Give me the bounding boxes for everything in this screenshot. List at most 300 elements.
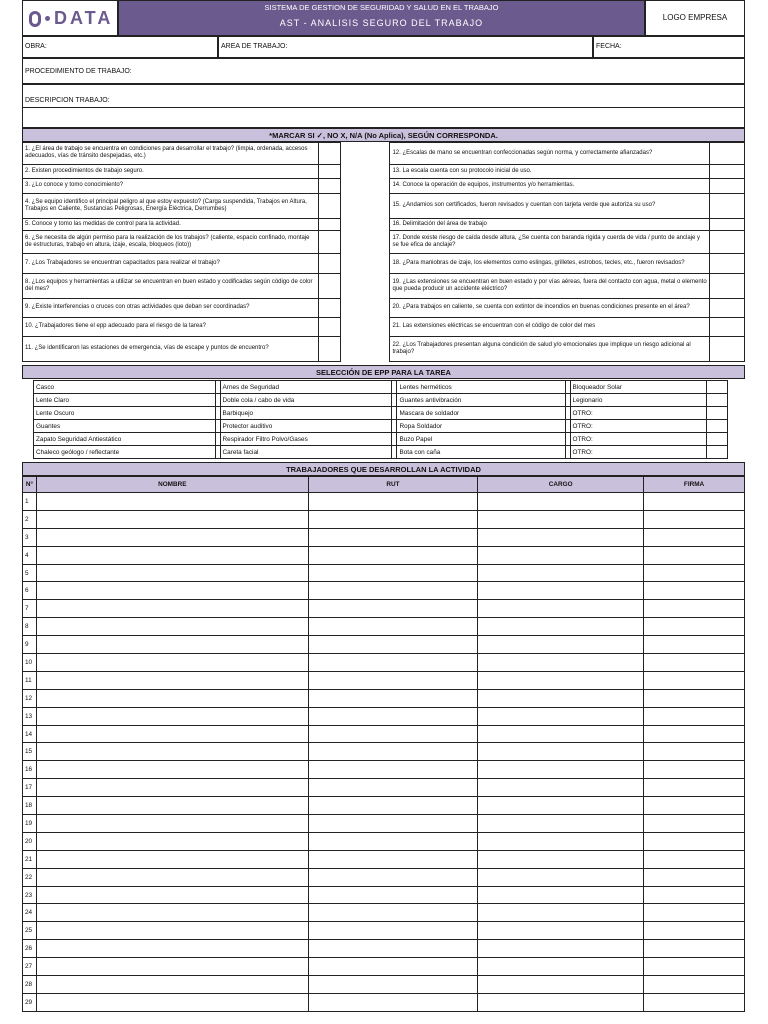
- epp-item: Lentes herméticos: [397, 381, 565, 394]
- worker-row: [23, 707, 745, 725]
- epp-item: Buzo Papel: [397, 433, 565, 446]
- question-left-spacer: [340, 318, 390, 336]
- question-right-answer[interactable]: [710, 230, 745, 253]
- worker-number: 18: [23, 797, 37, 815]
- worker-cargo-cell[interactable]: [478, 582, 644, 600]
- worker-nombre-cell[interactable]: [36, 546, 308, 564]
- worker-rut-cell[interactable]: [308, 564, 478, 582]
- worker-nombre-cell[interactable]: [36, 904, 308, 922]
- worker-firma-cell[interactable]: [644, 886, 745, 904]
- worker-firma-cell[interactable]: [644, 582, 745, 600]
- worker-rut-cell[interactable]: [308, 654, 478, 672]
- worker-number: 12: [23, 689, 37, 707]
- question-right-answer[interactable]: [710, 253, 745, 274]
- question-left-spacer: [340, 274, 390, 298]
- question-left-answer[interactable]: [318, 164, 340, 178]
- worker-firma-cell[interactable]: [644, 671, 745, 689]
- epp-item: Respirador Filtro Polvo/Gases: [220, 433, 392, 446]
- worker-row: [23, 582, 745, 600]
- epp-checkbox[interactable]: [707, 407, 728, 420]
- worker-number: 8: [23, 618, 37, 636]
- worker-firma-cell[interactable]: [644, 689, 745, 707]
- worker-firma-cell[interactable]: [644, 654, 745, 672]
- header-title-block: [118, 0, 645, 36]
- question-row: [23, 253, 745, 274]
- question-left-spacer: [340, 298, 390, 318]
- question-left-answer[interactable]: [318, 253, 340, 274]
- fecha-label: FECHA:: [596, 43, 622, 50]
- question-right-answer[interactable]: [710, 143, 745, 165]
- worker-nombre-cell[interactable]: [36, 707, 308, 725]
- question-left-spacer: [340, 219, 390, 231]
- question-row: [23, 164, 745, 178]
- worker-number: 2: [23, 510, 37, 528]
- worker-cargo-cell[interactable]: [478, 654, 644, 672]
- descripcion-field[interactable]: [22, 84, 745, 128]
- epp-item: Arnes de Seguridad: [220, 381, 392, 394]
- worker-row: [23, 493, 745, 511]
- worker-cargo-cell[interactable]: [478, 618, 644, 636]
- epp-row: [34, 407, 728, 420]
- worker-rut-cell[interactable]: [308, 993, 478, 1011]
- worker-firma-cell[interactable]: [644, 600, 745, 618]
- worker-firma-cell[interactable]: [644, 922, 745, 940]
- worker-cargo-cell[interactable]: [478, 850, 644, 868]
- worker-nombre-cell[interactable]: [36, 725, 308, 743]
- worker-firma-cell[interactable]: [644, 940, 745, 958]
- worker-rut-cell[interactable]: [308, 779, 478, 797]
- worker-row: [23, 976, 745, 994]
- question-left-answer[interactable]: [318, 193, 340, 218]
- epp-item: Lente Oscuro: [34, 407, 216, 420]
- worker-number: 9: [23, 636, 37, 654]
- question-left-spacer: [340, 164, 390, 178]
- epp-item: Guantes: [34, 420, 216, 433]
- epp-item: Chaleco geólogo / reflectante: [34, 446, 216, 459]
- descripcion-label: DESCRIPCION TRABAJO:: [25, 97, 110, 104]
- logo-empresa-label: LOGO EMPRESA: [662, 13, 728, 22]
- question-right: 14. Conoce la operación de equipos, instrumentos y/o herramientas.: [390, 178, 710, 193]
- worker-rut-cell[interactable]: [308, 600, 478, 618]
- worker-number: 3: [23, 528, 37, 546]
- worker-rut-cell[interactable]: [308, 922, 478, 940]
- worker-rut-cell[interactable]: [308, 958, 478, 976]
- worker-firma-cell[interactable]: [644, 618, 745, 636]
- epp-item: Guantes antivibración: [397, 394, 565, 407]
- question-left-answer[interactable]: [318, 298, 340, 318]
- col-rut: RUT: [308, 477, 478, 493]
- question-right-answer[interactable]: [710, 336, 745, 361]
- worker-row: [23, 546, 745, 564]
- worker-cargo-cell[interactable]: [478, 779, 644, 797]
- col-nombre: NOMBRE: [36, 477, 308, 493]
- question-left: 9. ¿Existe interferencias o cruces con otras actividades que deban ser coordinadas?: [23, 298, 319, 318]
- worker-cargo-cell[interactable]: [478, 546, 644, 564]
- question-right: 22. ¿Los Trabajadores presentan alguna condición de salud y/o emocionales que implique un riesgo adicional al trabajo?: [390, 336, 710, 361]
- worker-cargo-cell[interactable]: [478, 689, 644, 707]
- worker-rut-cell[interactable]: [308, 761, 478, 779]
- question-right-answer[interactable]: [710, 274, 745, 298]
- question-right-answer[interactable]: [710, 178, 745, 193]
- worker-nombre-cell[interactable]: [36, 761, 308, 779]
- logo-cell: [22, 0, 118, 36]
- worker-number: 5: [23, 564, 37, 582]
- obra-label: OBRA:: [25, 43, 47, 50]
- worker-row: [23, 779, 745, 797]
- epp-row: [34, 394, 728, 407]
- workers-header-row: [23, 477, 745, 493]
- worker-number: 19: [23, 815, 37, 833]
- form-title: AST - ANALISIS SEGURO DEL TRABAJO: [279, 18, 484, 28]
- worker-row: [23, 958, 745, 976]
- epp-item: Mascara de soldador: [397, 407, 565, 420]
- worker-number: 24: [23, 904, 37, 922]
- epp-table: [33, 380, 728, 459]
- question-right: 21. Las extensiones eléctricas se encuentran con el código de color del mes: [390, 318, 710, 336]
- logo-text: DATA: [54, 8, 114, 28]
- epp-item: Ropa Soldador: [397, 420, 565, 433]
- worker-firma-cell[interactable]: [644, 564, 745, 582]
- worker-number: 25: [23, 922, 37, 940]
- question-left: 6. ¿Se necesita de algún permiso para la realización de los trabajos? (caliente, espacio confinado, montaje de estructuras, trabajo en altura, izaje, escala, bloqueos (loto)): [23, 230, 319, 253]
- worker-row: [23, 815, 745, 833]
- question-row: [23, 178, 745, 193]
- worker-cargo-cell[interactable]: [478, 725, 644, 743]
- worker-nombre-cell[interactable]: [36, 689, 308, 707]
- epp-item: Careta facial: [220, 446, 392, 459]
- worker-nombre-cell[interactable]: [36, 976, 308, 994]
- worker-cargo-cell[interactable]: [478, 868, 644, 886]
- worker-number: 26: [23, 940, 37, 958]
- workers-table: [22, 476, 745, 1012]
- worker-row: [23, 868, 745, 886]
- workers-header: TRABAJADORES QUE DESARROLLAN LA ACTIVIDAD: [22, 462, 745, 476]
- worker-number: 23: [23, 886, 37, 904]
- epp-item: OTRO:: [570, 407, 707, 420]
- logo-dot-icon: [45, 16, 50, 21]
- worker-row: [23, 654, 745, 672]
- worker-rut-cell[interactable]: [308, 976, 478, 994]
- epp-checkbox[interactable]: [707, 433, 728, 446]
- epp-item: OTRO:: [570, 433, 707, 446]
- worker-number: 10: [23, 654, 37, 672]
- worker-rut-cell[interactable]: [308, 707, 478, 725]
- worker-cargo-cell[interactable]: [478, 707, 644, 725]
- question-left: 5. Conoce y tomo las medidas de control para la actividad.: [23, 219, 319, 231]
- area-label: AREA DE TRABAJO:: [221, 43, 288, 50]
- worker-rut-cell[interactable]: [308, 886, 478, 904]
- worker-rut-cell[interactable]: [308, 832, 478, 850]
- question-row: [23, 336, 745, 361]
- procedimiento-label: PROCEDIMIENTO DE TRABAJO:: [25, 68, 132, 75]
- worker-row: [23, 618, 745, 636]
- worker-rut-cell[interactable]: [308, 671, 478, 689]
- worker-cargo-cell[interactable]: [478, 671, 644, 689]
- worker-cargo-cell[interactable]: [478, 636, 644, 654]
- question-right: 16. Delimitación del área de trabajo: [390, 219, 710, 231]
- epp-item: OTRO:: [570, 420, 707, 433]
- question-left: 1. ¿El área de trabajo se encuentra en condiciones para desarrollar el trabajo? (limpia, ordenada, accesos adecuados, vías de tránsito despejadas, etc.): [23, 143, 319, 165]
- worker-row: [23, 528, 745, 546]
- worker-nombre-cell[interactable]: [36, 958, 308, 976]
- worker-cargo-cell[interactable]: [478, 493, 644, 511]
- worker-row: [23, 689, 745, 707]
- worker-nombre-cell[interactable]: [36, 600, 308, 618]
- worker-firma-cell[interactable]: [644, 636, 745, 654]
- worker-cargo-cell[interactable]: [478, 832, 644, 850]
- worker-row: [23, 725, 745, 743]
- worker-cargo-cell[interactable]: [478, 510, 644, 528]
- worker-nombre-cell[interactable]: [36, 618, 308, 636]
- worker-cargo-cell[interactable]: [478, 528, 644, 546]
- worker-rut-cell[interactable]: [308, 636, 478, 654]
- worker-nombre-cell[interactable]: [36, 797, 308, 815]
- worker-firma-cell[interactable]: [644, 976, 745, 994]
- worker-number: 16: [23, 761, 37, 779]
- question-row: [23, 230, 745, 253]
- epp-checkbox[interactable]: [707, 446, 728, 459]
- question-right: 17. Donde existe riesgo de caída desde altura, ¿Se cuenta con baranda rígida y cuerda de vida / punto de anclaje y se fue efica de anclaje?: [390, 230, 710, 253]
- question-row: [23, 274, 745, 298]
- worker-rut-cell[interactable]: [308, 493, 478, 511]
- worker-nombre-cell[interactable]: [36, 636, 308, 654]
- worker-nombre-cell[interactable]: [36, 993, 308, 1011]
- question-left-spacer: [340, 253, 390, 274]
- worker-row: [23, 850, 745, 868]
- worker-nombre-cell[interactable]: [36, 510, 308, 528]
- worker-row: [23, 940, 745, 958]
- worker-cargo-cell[interactable]: [478, 743, 644, 761]
- worker-row: [23, 761, 745, 779]
- question-left: 10. ¿Trabajadores tiene el epp adecuado para el riesgo de la tarea?: [23, 318, 319, 336]
- question-left-spacer: [340, 230, 390, 253]
- epp-row: [34, 433, 728, 446]
- worker-rut-cell[interactable]: [308, 815, 478, 833]
- question-right: 18. ¿Para maniobras de izaje, los elementos como eslingas, grilletes, estrobos, tecles, etc., fueron revisados?: [390, 253, 710, 274]
- worker-rut-cell[interactable]: [308, 510, 478, 528]
- worker-row: [23, 671, 745, 689]
- worker-nombre-cell[interactable]: [36, 671, 308, 689]
- question-left-spacer: [340, 143, 390, 165]
- worker-row: [23, 510, 745, 528]
- worker-number: 6: [23, 582, 37, 600]
- questions-table: [22, 142, 745, 362]
- worker-nombre-cell[interactable]: [36, 868, 308, 886]
- question-left: 11. ¿Se identificaron las estaciones de emergencia, vías de escape y puntos de encuentro?: [23, 336, 319, 361]
- worker-nombre-cell[interactable]: [36, 493, 308, 511]
- epp-item: Bota con caña: [397, 446, 565, 459]
- worker-cargo-cell[interactable]: [478, 564, 644, 582]
- worker-nombre-cell[interactable]: [36, 779, 308, 797]
- worker-row: [23, 636, 745, 654]
- logo: [29, 8, 113, 29]
- worker-firma-cell[interactable]: [644, 832, 745, 850]
- worker-firma-cell[interactable]: [644, 493, 745, 511]
- epp-header: SELECCIÓN DE EPP PARA LA TAREA: [22, 365, 745, 379]
- worker-number: 27: [23, 958, 37, 976]
- worker-rut-cell[interactable]: [308, 725, 478, 743]
- epp-item: Barbiquejo: [220, 407, 392, 420]
- worker-row: [23, 832, 745, 850]
- question-right-answer[interactable]: [710, 318, 745, 336]
- worker-number: 11: [23, 671, 37, 689]
- col-numero: N°: [23, 477, 37, 493]
- worker-nombre-cell[interactable]: [36, 940, 308, 958]
- question-left-answer[interactable]: [318, 219, 340, 231]
- worker-firma-cell[interactable]: [644, 993, 745, 1011]
- epp-item: Casco: [34, 381, 216, 394]
- worker-number: 28: [23, 976, 37, 994]
- epp-row: [34, 446, 728, 459]
- question-right: 12. ¿Escalas de mano se encuentran confeccionadas según norma, y correctamente afianzadas?: [390, 143, 710, 165]
- worker-rut-cell[interactable]: [308, 743, 478, 761]
- worker-firma-cell[interactable]: [644, 546, 745, 564]
- question-left-answer[interactable]: [318, 336, 340, 361]
- worker-nombre-cell[interactable]: [36, 832, 308, 850]
- epp-row: [34, 420, 728, 433]
- epp-checkbox[interactable]: [707, 381, 728, 394]
- epp-checkbox[interactable]: [707, 394, 728, 407]
- worker-firma-cell[interactable]: [644, 743, 745, 761]
- worker-firma-cell[interactable]: [644, 797, 745, 815]
- worker-firma-cell[interactable]: [644, 761, 745, 779]
- worker-rut-cell[interactable]: [308, 618, 478, 636]
- worker-row: [23, 743, 745, 761]
- worker-cargo-cell[interactable]: [478, 922, 644, 940]
- question-right: 15. ¿Andamios son certificados, fueron revisados y cuentan con tarjeta verde que autoriza su uso?: [390, 193, 710, 218]
- question-right: 19. ¿Las extensiones se encuentran en buen estado y por vías aéreas, fuera del contacto con agua, metal o elemento que pueda producir un accidente eléctrico?: [390, 274, 710, 298]
- worker-firma-cell[interactable]: [644, 904, 745, 922]
- question-row: [23, 298, 745, 318]
- question-row: [23, 143, 745, 165]
- question-right: 20. ¿Para trabajos en caliente, se cuenta con extintor de incendios en buenas condiciones presente en el área?: [390, 298, 710, 318]
- logo-mark-icon: [29, 11, 41, 27]
- worker-cargo-cell[interactable]: [478, 600, 644, 618]
- worker-rut-cell[interactable]: [308, 528, 478, 546]
- question-row: [23, 219, 745, 231]
- epp-item: Protector auditivo: [220, 420, 392, 433]
- worker-nombre-cell[interactable]: [36, 564, 308, 582]
- question-right-answer[interactable]: [710, 219, 745, 231]
- descripcion-divider: [23, 107, 744, 108]
- procedimiento-field[interactable]: [22, 58, 745, 84]
- epp-row: [34, 381, 728, 394]
- worker-number: 14: [23, 725, 37, 743]
- worker-firma-cell[interactable]: [644, 850, 745, 868]
- worker-rut-cell[interactable]: [308, 797, 478, 815]
- worker-cargo-cell[interactable]: [478, 797, 644, 815]
- worker-row: [23, 797, 745, 815]
- worker-cargo-cell[interactable]: [478, 815, 644, 833]
- epp-item: Lente Claro: [34, 394, 216, 407]
- worker-rut-cell[interactable]: [308, 868, 478, 886]
- worker-number: 13: [23, 707, 37, 725]
- worker-number: 29: [23, 993, 37, 1011]
- worker-firma-cell[interactable]: [644, 707, 745, 725]
- worker-nombre-cell[interactable]: [36, 528, 308, 546]
- question-left-answer[interactable]: [318, 230, 340, 253]
- worker-cargo-cell[interactable]: [478, 958, 644, 976]
- worker-rut-cell[interactable]: [308, 850, 478, 868]
- worker-number: 17: [23, 779, 37, 797]
- epp-item: Doble cola / cabo de vida: [220, 394, 392, 407]
- fecha-field[interactable]: [593, 36, 745, 58]
- question-right-answer[interactable]: [710, 193, 745, 218]
- worker-number: 4: [23, 546, 37, 564]
- worker-nombre-cell[interactable]: [36, 815, 308, 833]
- worker-rut-cell[interactable]: [308, 582, 478, 600]
- worker-firma-cell[interactable]: [644, 725, 745, 743]
- worker-cargo-cell[interactable]: [478, 761, 644, 779]
- question-left: 3. ¿Lo conoce y tomo conocimiento?: [23, 178, 319, 193]
- question-left-answer[interactable]: [318, 318, 340, 336]
- worker-firma-cell[interactable]: [644, 958, 745, 976]
- worker-cargo-cell[interactable]: [478, 940, 644, 958]
- question-left-spacer: [340, 178, 390, 193]
- worker-rut-cell[interactable]: [308, 940, 478, 958]
- epp-item: Legionario: [570, 394, 707, 407]
- question-left: 4. ¿Se equipo identifico el principal peligro al que estoy expuesto? (Carga suspendida, Trabajos en Altura, Trabajos en Caliente, Sustancias Peligrosas, Energía Eléctrica, Derrumbes): [23, 193, 319, 218]
- worker-cargo-cell[interactable]: [478, 993, 644, 1011]
- epp-checkbox[interactable]: [707, 420, 728, 433]
- question-left: 7. ¿Los Trabajadores se encuentran capacitados para realizar el trabajo?: [23, 253, 319, 274]
- worker-firma-cell[interactable]: [644, 868, 745, 886]
- worker-number: 22: [23, 868, 37, 886]
- worker-row: [23, 904, 745, 922]
- worker-rut-cell[interactable]: [308, 689, 478, 707]
- question-right: 13. La escala cuenta con su protocolo inicial de uso.: [390, 164, 710, 178]
- worker-nombre-cell[interactable]: [36, 886, 308, 904]
- col-cargo: CARGO: [478, 477, 644, 493]
- question-left: 8. ¿Los equipos y herramientas a utilizar se encuentran en buen estado y codificadas según código de color del mes?: [23, 274, 319, 298]
- question-right-answer[interactable]: [710, 298, 745, 318]
- worker-firma-cell[interactable]: [644, 779, 745, 797]
- worker-nombre-cell[interactable]: [36, 850, 308, 868]
- epp-item: Bloqueador Solar: [570, 381, 707, 394]
- worker-rut-cell[interactable]: [308, 546, 478, 564]
- worker-row: [23, 886, 745, 904]
- question-left-answer[interactable]: [318, 143, 340, 165]
- worker-cargo-cell[interactable]: [478, 904, 644, 922]
- worker-number: 7: [23, 600, 37, 618]
- worker-nombre-cell[interactable]: [36, 743, 308, 761]
- worker-row: [23, 564, 745, 582]
- worker-nombre-cell[interactable]: [36, 922, 308, 940]
- epp-item: OTRO:: [570, 446, 707, 459]
- area-field[interactable]: [218, 36, 593, 58]
- worker-number: 21: [23, 850, 37, 868]
- obra-field[interactable]: [22, 36, 218, 58]
- col-firma: FIRMA: [644, 477, 745, 493]
- questions-header: *MARCAR SI ✓, NO X, N/A (No Aplica), SEGÚN CORRESPONDA.: [22, 128, 745, 142]
- worker-nombre-cell[interactable]: [36, 654, 308, 672]
- worker-row: [23, 993, 745, 1011]
- worker-row: [23, 922, 745, 940]
- epp-item: Zapato Seguridad Antiestático: [34, 433, 216, 446]
- question-left-answer[interactable]: [318, 178, 340, 193]
- question-left-answer[interactable]: [318, 274, 340, 298]
- worker-firma-cell[interactable]: [644, 528, 745, 546]
- question-row: [23, 318, 745, 336]
- worker-cargo-cell[interactable]: [478, 886, 644, 904]
- worker-nombre-cell[interactable]: [36, 582, 308, 600]
- worker-firma-cell[interactable]: [644, 815, 745, 833]
- worker-rut-cell[interactable]: [308, 904, 478, 922]
- question-right-answer[interactable]: [710, 164, 745, 178]
- question-left-spacer: [340, 193, 390, 218]
- worker-cargo-cell[interactable]: [478, 976, 644, 994]
- worker-firma-cell[interactable]: [644, 510, 745, 528]
